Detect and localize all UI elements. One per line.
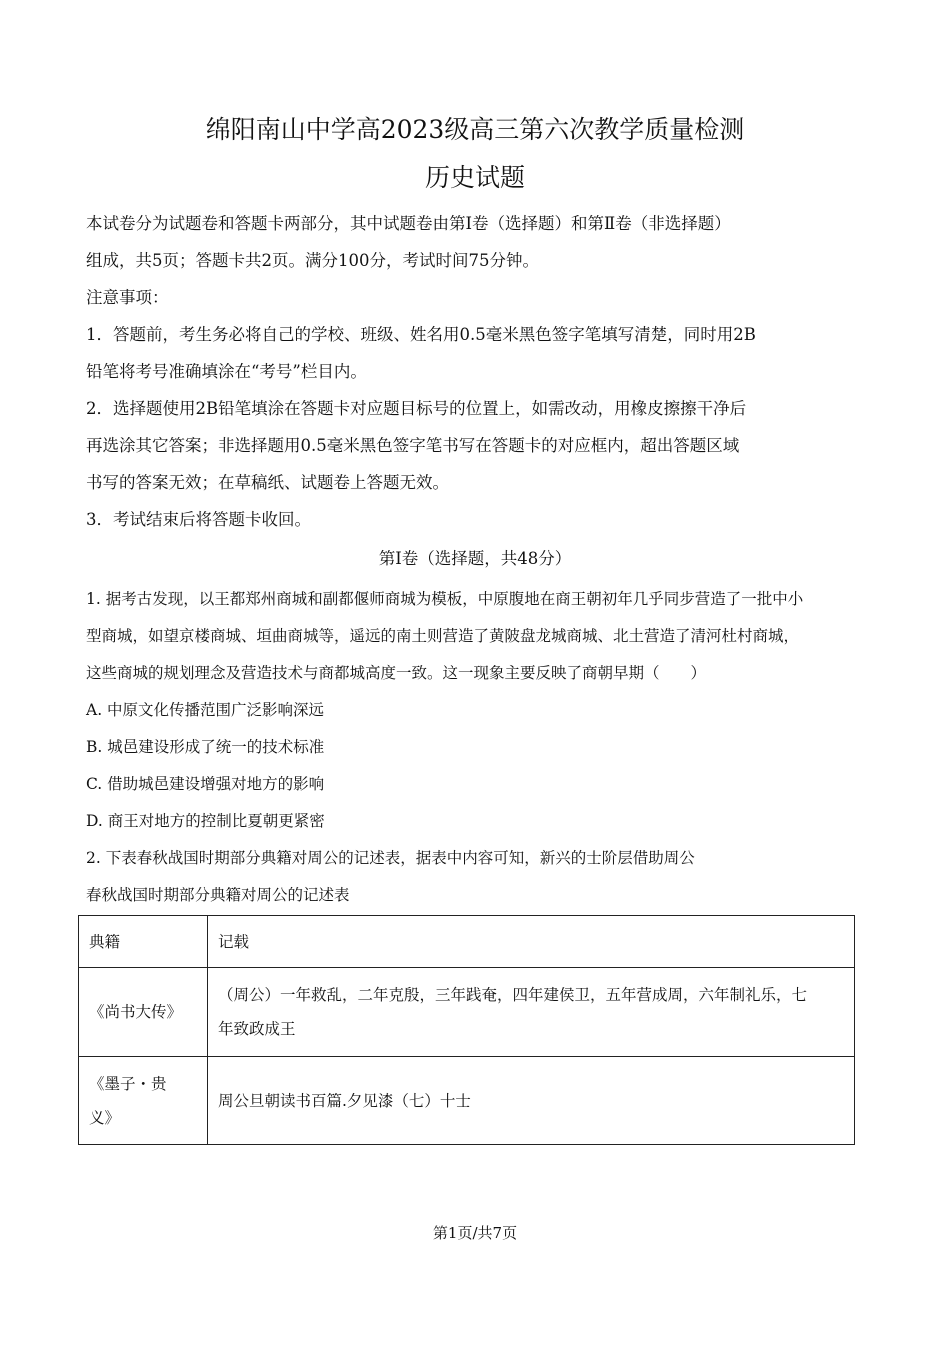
question-2-stem: 2. 下表春秋战国时期部分典籍对周公的记述表，据表中内容可知，新兴的士阶层借助周公 xyxy=(86,849,695,867)
table-row xyxy=(79,1057,855,1145)
cell-record: 周公旦朝读书百篇.夕见漆（七）十士 xyxy=(208,1057,855,1145)
header-book: 典籍 xyxy=(79,916,208,968)
notice-1-line-1: 1．答题前，考生务必将自己的学校、班级、姓名用0.5毫米黑色签字笔填写清楚，同时用2B xyxy=(86,325,756,344)
question-1-line-1: 1. 据考古发现，以王都郑州商城和副都偃师商城为模板，中原腹地在商王朝初年几乎同步营造了一批中小 xyxy=(86,590,804,608)
intro-line-1: 本试卷分为试题卷和答题卡两部分，其中试题卷由第Ⅰ卷（选择题）和第Ⅱ卷（非选择题） xyxy=(86,214,731,233)
table-caption: 春秋战国时期部分典籍对周公的记述表 xyxy=(86,886,350,904)
cell-book-line-1: 《墨子・贵 xyxy=(89,1074,167,1093)
intro-line-2: 组成，共5页；答题卡共2页。满分100分，考试时间75分钟。 xyxy=(86,251,539,270)
table-header-row xyxy=(79,916,855,968)
notice-3: 3．考试结束后将答题卡收回。 xyxy=(86,510,311,529)
notice-heading: 注意事项： xyxy=(86,288,169,307)
section-heading: 第Ⅰ卷（选择题，共48分） xyxy=(378,549,572,568)
header-record: 记载 xyxy=(208,916,855,968)
cell-book-line-2: 义》 xyxy=(89,1108,121,1127)
option-c: C. 借助城邑建设增强对地方的影响 xyxy=(86,775,325,793)
notice-2-line-2: 再选涂其它答案；非选择题用0.5毫米黑色签字笔书写在答题卡的对应框内，超出答题区域 xyxy=(86,436,740,455)
table-row xyxy=(79,968,855,1057)
question-1-line-2: 型商城，如望京楼商城、垣曲商城等，遥远的南土则营造了黄陂盘龙城商城、北土营造了清河杜村商城， xyxy=(86,627,800,645)
exam-title: 绵阳南山中学高2023级高三第六次教学质量检测 xyxy=(205,115,745,144)
option-b: B. 城邑建设形成了统一的技术标准 xyxy=(86,738,325,756)
notice-2-line-1: 2．选择题使用2B铅笔填涂在答题卡对应题目标号的位置上，如需改动，用橡皮擦擦干净后 xyxy=(86,399,747,418)
cell-record xyxy=(208,968,855,1057)
notice-2-line-3: 书写的答案无效；在草稿纸、试题卷上答题无效。 xyxy=(86,473,449,492)
question-1 xyxy=(86,581,866,692)
cell-record-line-1: （周公）一年救乱，二年克殷，三年践奄，四年建侯卫，五年营成周，六年制礼乐，七 xyxy=(218,986,808,1004)
notice-1-line-2: 铅笔将考号准确填涂在“考号”栏目内。 xyxy=(86,362,367,381)
option-d: D. 商王对地方的控制比夏朝更紧密 xyxy=(86,812,325,830)
cell-book: 《尚书大传》 xyxy=(79,968,208,1057)
option-a: A. 中原文化传播范围广泛影响深远 xyxy=(86,701,325,719)
question-1-line-3: 这些商城的规划理念及营造技术与商都城高度一致。这一现象主要反映了商朝早期（ ） xyxy=(86,664,707,682)
cell-book xyxy=(79,1057,208,1145)
intro-paragraph xyxy=(86,205,866,538)
page-number: 第1页/共7页 xyxy=(432,1224,518,1242)
cell-record-line-2: 年致政成王 xyxy=(218,1020,296,1038)
exam-subject: 历史试题 xyxy=(424,163,525,192)
record-table xyxy=(78,915,855,1145)
